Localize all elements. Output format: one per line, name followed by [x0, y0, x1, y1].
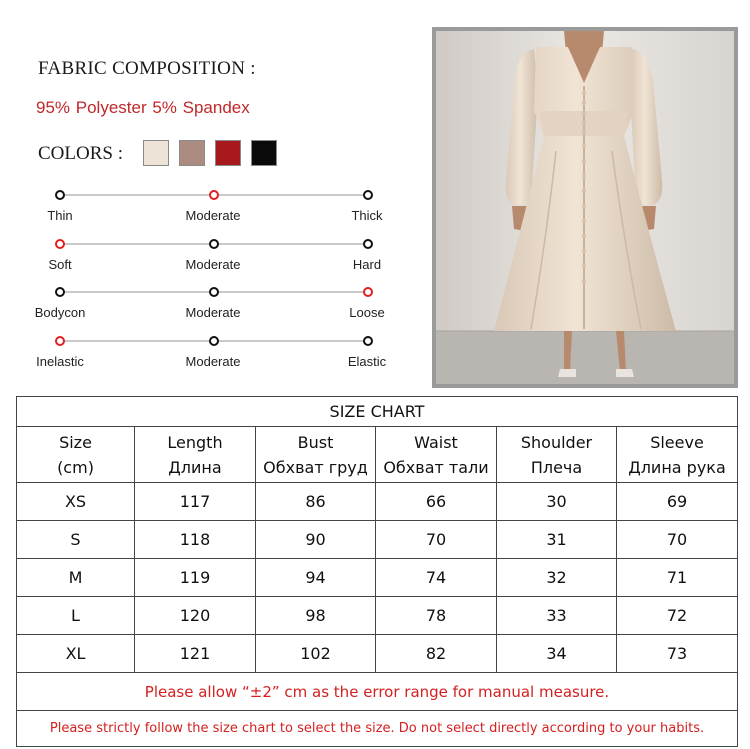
size-chart-header-row — [17, 427, 738, 483]
cell-bust: 98 — [256, 597, 376, 635]
cell-waist: 78 — [376, 597, 497, 635]
scale-dot-right — [363, 287, 373, 297]
cell-size: M — [17, 559, 135, 597]
cell-bust: 102 — [256, 635, 376, 673]
error-range-note-row — [17, 673, 738, 711]
scale-label-right: Thick — [351, 208, 383, 223]
scale-label-middle: Moderate — [185, 305, 241, 320]
softness-scale — [0, 237, 420, 277]
scale-dot-left — [55, 287, 65, 297]
header-length: Length Длина — [135, 427, 256, 483]
scale-dot-left — [55, 190, 65, 200]
cell-waist: 70 — [376, 521, 497, 559]
cell-shoulder: 31 — [497, 521, 617, 559]
cell-sleeve: 73 — [617, 635, 738, 673]
cell-shoulder: 30 — [497, 483, 617, 521]
table-row — [17, 559, 738, 597]
follow-size-chart-note-row — [17, 711, 738, 747]
cell-sleeve: 72 — [617, 597, 738, 635]
scale-label-left: Bodycon — [34, 305, 86, 320]
scale-dot-middle — [209, 190, 219, 200]
cell-bust: 94 — [256, 559, 376, 597]
scale-dot-left — [55, 239, 65, 249]
header-bust: Bust Обхват груд — [256, 427, 376, 483]
cell-waist: 82 — [376, 635, 497, 673]
cell-length: 121 — [135, 635, 256, 673]
table-row — [17, 521, 738, 559]
product-photo — [432, 27, 738, 388]
cell-size: XS — [17, 483, 135, 521]
cell-sleeve: 70 — [617, 521, 738, 559]
colors-label: COLORS : — [38, 143, 123, 164]
header-sleeve: Sleeve Длина рука — [617, 427, 738, 483]
scale-dot-left — [55, 336, 65, 346]
scale-label-middle: Moderate — [185, 208, 241, 223]
scale-dot-right — [363, 336, 373, 346]
cell-size: S — [17, 521, 135, 559]
cell-size: XL — [17, 635, 135, 673]
scale-label-right: Hard — [352, 257, 382, 272]
size-chart-table — [16, 396, 738, 747]
table-row — [17, 597, 738, 635]
table-row — [17, 635, 738, 673]
scale-label-middle: Moderate — [185, 257, 241, 272]
cell-bust: 90 — [256, 521, 376, 559]
table-row — [17, 483, 738, 521]
size-chart-title: SIZE CHART — [17, 397, 738, 427]
color-swatch-black[interactable] — [251, 140, 277, 166]
color-swatch-taupe[interactable] — [179, 140, 205, 166]
cell-length: 117 — [135, 483, 256, 521]
dress-model-illustration — [436, 31, 734, 384]
scale-dot-middle — [209, 239, 219, 249]
cell-waist: 66 — [376, 483, 497, 521]
size-chart-title-row — [17, 397, 738, 427]
cell-length: 119 — [135, 559, 256, 597]
cell-sleeve: 69 — [617, 483, 738, 521]
fit-scale — [0, 285, 420, 325]
cell-length: 120 — [135, 597, 256, 635]
header-shoulder: Shoulder Плеча — [497, 427, 617, 483]
cell-bust: 86 — [256, 483, 376, 521]
cell-sleeve: 71 — [617, 559, 738, 597]
scale-dot-right — [363, 239, 373, 249]
fabric-composition-value: 95% Polyester 5% Spandex — [36, 98, 250, 117]
follow-size-chart-note: Please strictly follow the size chart to select the size. Do not select directly according to your habits. — [17, 711, 738, 747]
fabric-composition-title: FABRIC COMPOSITION : — [38, 58, 256, 79]
scale-label-left: Inelastic — [36, 354, 84, 369]
cell-shoulder: 32 — [497, 559, 617, 597]
scale-label-right: Loose — [349, 305, 385, 320]
scale-label-left: Thin — [47, 208, 73, 223]
scale-label-left: Soft — [48, 257, 72, 272]
thickness-scale — [0, 188, 420, 228]
header-waist: Waist Обхват тали — [376, 427, 497, 483]
color-swatch-cream[interactable] — [143, 140, 169, 166]
scale-dot-middle — [209, 287, 219, 297]
scale-dot-middle — [209, 336, 219, 346]
cell-size: L — [17, 597, 135, 635]
color-swatch-red[interactable] — [215, 140, 241, 166]
error-range-note: Please allow “±2” cm as the error range for manual measure. — [17, 673, 738, 711]
cell-shoulder: 34 — [497, 635, 617, 673]
header-size: Size (cm) — [17, 427, 135, 483]
cell-shoulder: 33 — [497, 597, 617, 635]
cell-waist: 74 — [376, 559, 497, 597]
cell-length: 118 — [135, 521, 256, 559]
scale-dot-right — [363, 190, 373, 200]
scale-label-right: Elastic — [347, 354, 387, 369]
elasticity-scale — [0, 334, 420, 374]
scale-label-middle: Moderate — [185, 354, 241, 369]
